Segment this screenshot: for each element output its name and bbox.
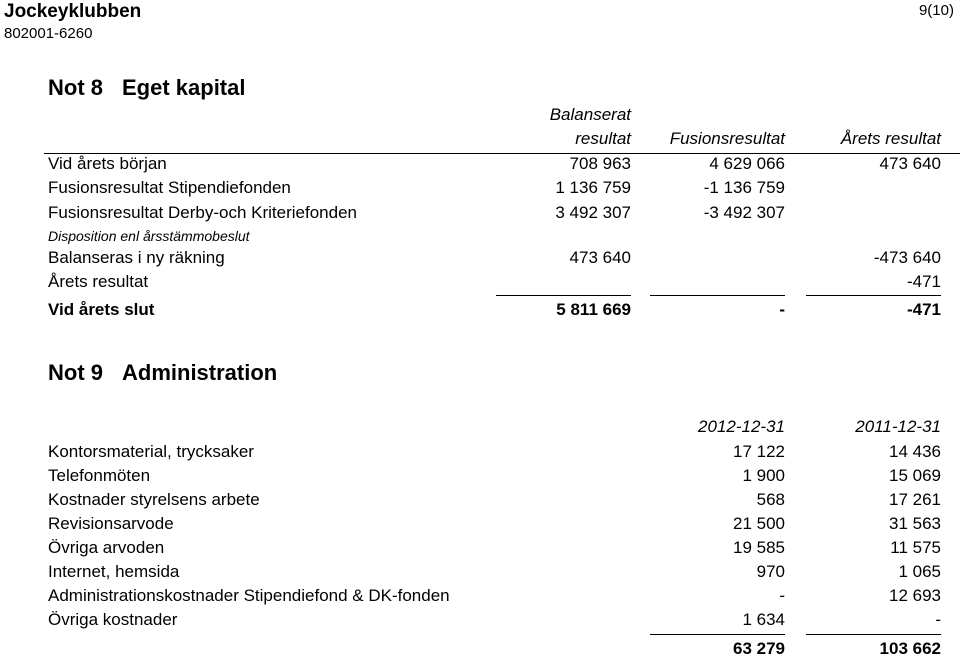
note9-col2-header: 2011-12-31	[855, 417, 941, 436]
organization-name: Jockeyklubben	[4, 1, 142, 22]
note8-row-c1: 473 640	[569, 248, 631, 267]
note9-row-label: Övriga arvoden	[48, 538, 165, 557]
note9-row-label: Kostnader styrelsens arbete	[48, 490, 260, 509]
note8-row-label: Fusionsresultat Stipendiefonden	[48, 178, 291, 197]
note8-row-c1: 708 963	[569, 154, 631, 173]
note8-header-rule	[44, 153, 960, 154]
note8-row-c3: -473 640	[873, 248, 941, 267]
note8-col1-header-line1: Balanserat	[549, 105, 631, 124]
note8-total-label: Vid årets slut	[48, 300, 155, 319]
note8-row-c2: -3 492 307	[703, 203, 785, 222]
note8-row-c1: 1 136 759	[555, 178, 631, 197]
note8-row-label-italic: Disposition enl årsstämmobeslut	[48, 228, 250, 244]
note9-row-v1: 17 122	[733, 442, 785, 461]
note9-row-label: Administrationskostnader Stipendiefond & DK-fonden	[48, 586, 450, 605]
note8-row-label: Fusionsresultat Derby-och Kriteriefonden	[48, 203, 357, 222]
note9-row-v2: 11 575	[890, 538, 941, 557]
note9-title-text: Administration	[122, 360, 278, 385]
note9-row-label: Kontorsmaterial, trycksaker	[48, 442, 254, 461]
note9-row-v1: 970	[756, 562, 785, 581]
note9-row-v2: 31 563	[889, 514, 941, 533]
note8-row-c3: 473 640	[879, 154, 941, 173]
note9-col1-header: 2012-12-31	[698, 417, 785, 436]
note9-row-v1: 19 585	[733, 538, 785, 557]
organization-number: 802001-6260	[4, 25, 93, 42]
note8-total-rule-c3	[806, 295, 941, 296]
note9-row-v1: 21 500	[733, 514, 785, 533]
note8-title-number: Not 8	[48, 75, 103, 100]
note9-row-v2: 14 436	[889, 442, 941, 461]
note9-total-v2: 103 662	[879, 639, 941, 658]
note8-row-c2: 4 629 066	[709, 154, 785, 173]
note9-title-number: Not 9	[48, 360, 103, 385]
note8-title-text: Eget kapital	[122, 75, 246, 100]
note9-row-label: Internet, hemsida	[48, 562, 180, 581]
note9-row-label: Revisionsarvode	[48, 514, 174, 533]
note8-total-c2: -	[779, 300, 785, 319]
note9-row-v1: 1 634	[742, 610, 785, 629]
note8-row-label: Årets resultat	[48, 272, 149, 291]
note9-total-rule-v1	[650, 634, 785, 635]
note8-col3-header: Årets resultat	[840, 129, 941, 148]
note9-row-v2: 12 693	[889, 586, 941, 605]
note9-row-v2: 17 261	[889, 490, 941, 509]
note9-row-v2: 15 069	[889, 466, 941, 485]
note8-row-c2: -1 136 759	[703, 178, 785, 197]
note8-row-label: Vid årets början	[48, 154, 167, 173]
note9-row-v2: -	[935, 610, 941, 629]
note9-total-v1: 63 279	[733, 639, 785, 658]
note9-row-v1: -	[779, 586, 785, 605]
note9-row-v1: 1 900	[742, 466, 785, 485]
note9-row-v2: 1 065	[898, 562, 941, 581]
note8-row-label: Balanseras i ny räkning	[48, 248, 225, 267]
note8-row-c3: -471	[906, 272, 941, 291]
note9-row-label: Övriga kostnader	[48, 610, 178, 629]
page-number: 9(10)	[918, 2, 954, 19]
note8-total-rule-c2	[650, 295, 785, 296]
note8-total-c3: -471	[906, 300, 941, 319]
note8-total-c1: 5 811 669	[556, 300, 631, 319]
note9-row-label: Telefonmöten	[48, 466, 151, 485]
note9-row-v1: 568	[756, 490, 785, 509]
note8-total-rule-c1	[496, 295, 631, 296]
note8-col1-header-line2: resultat	[575, 129, 631, 148]
note8-col2-header: Fusionsresultat	[669, 129, 785, 148]
note9-total-rule-v2	[806, 634, 941, 635]
note8-row-c1: 3 492 307	[555, 203, 631, 222]
